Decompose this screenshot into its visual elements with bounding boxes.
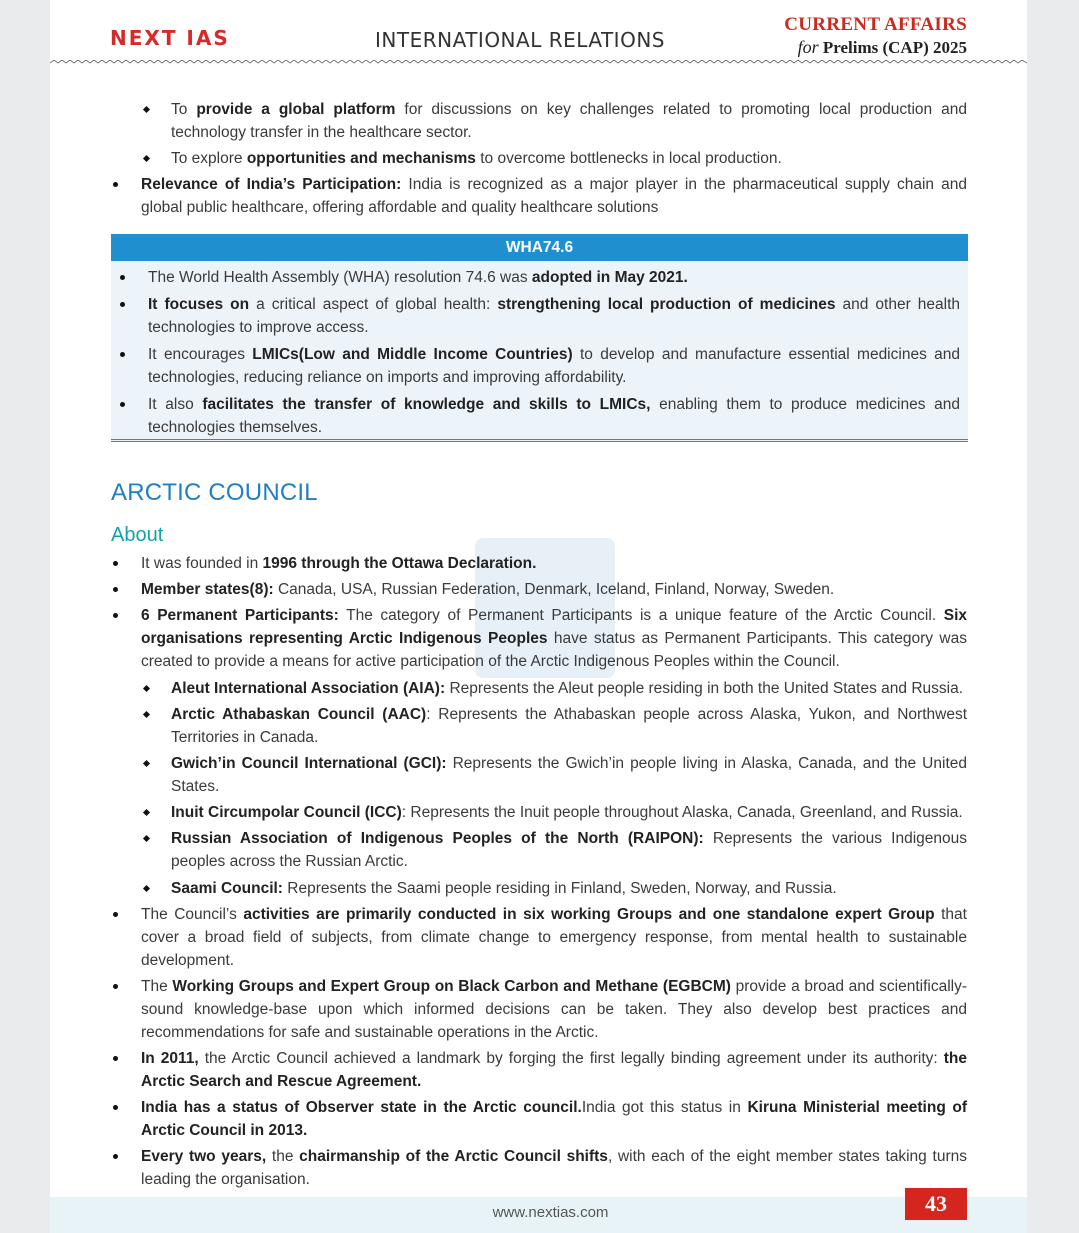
page-header	[50, 0, 1027, 66]
arctic-section	[50, 552, 1027, 1195]
arctic-item: India has a status of Observer state in the Arctic council.India got this status in Kiruna Ministerial meeting of Arctic Council in 2013.	[50, 1096, 1027, 1142]
bold-text: Relevance of India’s Participation:	[141, 176, 402, 193]
bold-text: facilitates the transfer of knowledge and skills to LMICs,	[202, 396, 651, 413]
bold-text: 6 Permanent Participants:	[141, 607, 339, 625]
arctic-item: 6 Permanent Participants: The category of Permanent Participants is a unique feature of the Arctic Council. Six organisations representing Arctic Indigenous Peoples have status as Permanent Participants. This category was created to provide a means for active participation of the Arctic Indigenous Peoples within the Council.	[50, 604, 1027, 673]
arctic-item: In 2011, the Arctic Council achieved a landmark by forging the first legally binding agreement under its authority: the Arctic Search and Rescue Agreement.	[50, 1047, 1027, 1093]
bold-text: Kiruna Ministerial meeting of Arctic Council in 2013.	[141, 1099, 968, 1140]
bold-text: India has a status of Observer state in the Arctic council.	[141, 1099, 582, 1117]
objective-item: To provide a global platform for discussions on key challenges related to promoting local production and technology transfer in the healthcare sector.	[50, 98, 1027, 144]
arctic-council-heading: ARCTIC COUNCIL	[111, 479, 318, 506]
wha-box-item: It focuses on a critical aspect of global health: strengthening local production of medicines and other health technologies to improve access.	[111, 293, 968, 339]
prelims-text: Prelims (CAP) 2025	[822, 38, 967, 57]
bold-text: opportunities and mechanisms	[246, 150, 476, 167]
permanent-participant-item: Arctic Athabaskan Council (AAC): Represents the Athabaskan people across Alaska, Yukon, and Northwest Territories in Canada.	[50, 703, 1027, 749]
arctic-item: Every two years, the chairmanship of the Arctic Council shifts, with each of the eight member states taking turns leading the organisation.	[50, 1145, 1027, 1191]
bold-text: It focuses on	[148, 296, 250, 313]
wha-box-list	[111, 261, 968, 439]
bold-text: Working Groups and Expert Group on Black Carbon and Methane (EGBCM)	[172, 977, 731, 995]
website-url: www.nextias.com	[492, 1204, 609, 1221]
page-number: 43	[905, 1188, 967, 1220]
wha-box-item: It encourages LMICs(Low and Middle Income Countries) to develop and manufacture essential medicines and technologies, reducing reliance on imports and improving affordability.	[111, 343, 968, 389]
current-affairs-label: CURRENT AFFAIRS	[784, 14, 967, 35]
intro-section	[50, 98, 1027, 222]
arctic-item: The Working Groups and Expert Group on Black Carbon and Methane (EGBCM) provide a broad and scientifically-sound knowledge-base upon which informed decisions can be taken. They also develop best practices and recommendations for safe and sustainable operations in the Arctic.	[50, 975, 1027, 1044]
permanent-participant-item: Gwich’in Council International (GCI): Represents the Gwich’in people living in Alaska, Canada, and the United States.	[50, 752, 1027, 798]
objective-sublist	[50, 98, 1027, 170]
bold-text: strengthening local production of medicines	[497, 296, 836, 313]
bold-text: Six organisations representing Arctic Indigenous Peoples	[141, 607, 967, 648]
relevance-item: Relevance of India’s Participation: India is recognized as a major player in the pharmaceutical supply chain and global public healthcare, offering affordable and quality healthcare solutions	[50, 173, 1027, 219]
about-subheading: About	[111, 524, 164, 546]
bold-text: 1996 through the Ottawa Declaration.	[262, 555, 537, 572]
bold-text: Aleut International Association (AIA):	[171, 679, 446, 697]
bold-text: In 2011,	[141, 1050, 199, 1068]
wha-box-bottom-rule	[111, 439, 968, 442]
arctic-item: It was founded in 1996 through the Ottawa Declaration.	[50, 552, 1027, 575]
bold-text: Inuit Circumpolar Council (ICC)	[171, 804, 402, 822]
wha-box-item: It also facilitates the transfer of knowledge and skills to LMICs, enabling them to produce medicines and technologies themselves.	[111, 393, 968, 439]
bold-text: activities are primarily conducted in six working Groups and one standalone expert Group	[243, 905, 935, 923]
bold-text: Russian Association of Indigenous Peoples of the North (RAIPON):	[171, 830, 704, 848]
arctic-item: Member states(8): Canada, USA, Russian Federation, Denmark, Iceland, Finland, Norway, Sweden.	[50, 578, 1027, 601]
bold-text: LMICs(Low and Middle Income Countries)	[252, 346, 573, 363]
bold-text: Arctic Athabaskan Council (AAC)	[171, 705, 427, 723]
bold-text: Gwich’in Council International (GCI):	[171, 754, 447, 772]
bold-text: the Arctic Search and Rescue Agreement.	[141, 1050, 968, 1091]
bold-text: Saami Council:	[171, 879, 283, 897]
for-word: for	[797, 37, 819, 57]
bold-text: provide a global platform	[196, 101, 396, 118]
bold-text: Every two years,	[141, 1148, 267, 1166]
wha-box-title: WHA74.6	[111, 234, 968, 261]
permanent-participant-item: Saami Council: Represents the Saami people residing in Finland, Sweden, Norway, and Russia.	[50, 877, 1027, 900]
permanent-participant-item: Russian Association of Indigenous Peoples of the North (RAIPON): Represents the various Indigenous peoples across the Russian Arctic.	[50, 827, 1027, 873]
wha-box-item: The World Health Assembly (WHA) resolution 74.6 was adopted in May 2021.	[111, 266, 968, 289]
arctic-item: The Council’s activities are primarily conducted in six working Groups and one standalone expert Group that cover a broad field of subjects, from climate change to emergency response, from mental health to sustainable development.	[50, 903, 1027, 972]
wha-info-box	[111, 234, 968, 442]
bold-text: Member states(8):	[141, 581, 274, 599]
permanent-participant-item: Aleut International Association (AIA): Represents the Aleut people residing in both the United States and Russia.	[50, 677, 1027, 700]
permanent-participant-item: Inuit Circumpolar Council (ICC): Represents the Inuit people throughout Alaska, Canada, Greenland, and Russia.	[50, 801, 1027, 824]
document-page	[50, 0, 1027, 1233]
next-ias-logo: NEXT IAS	[110, 26, 230, 50]
section-title: INTERNATIONAL RELATIONS	[375, 28, 665, 52]
prelims-label	[798, 37, 967, 58]
objective-item: To explore opportunities and mechanisms to overcome bottlenecks in local production.	[50, 147, 1027, 170]
bold-text: adopted in May 2021.	[531, 269, 688, 286]
header-divider	[50, 60, 1027, 66]
relevance-list	[50, 173, 1027, 219]
arctic-list	[50, 552, 1027, 1191]
bold-text: chairmanship of the Arctic Council shifts	[299, 1148, 608, 1166]
